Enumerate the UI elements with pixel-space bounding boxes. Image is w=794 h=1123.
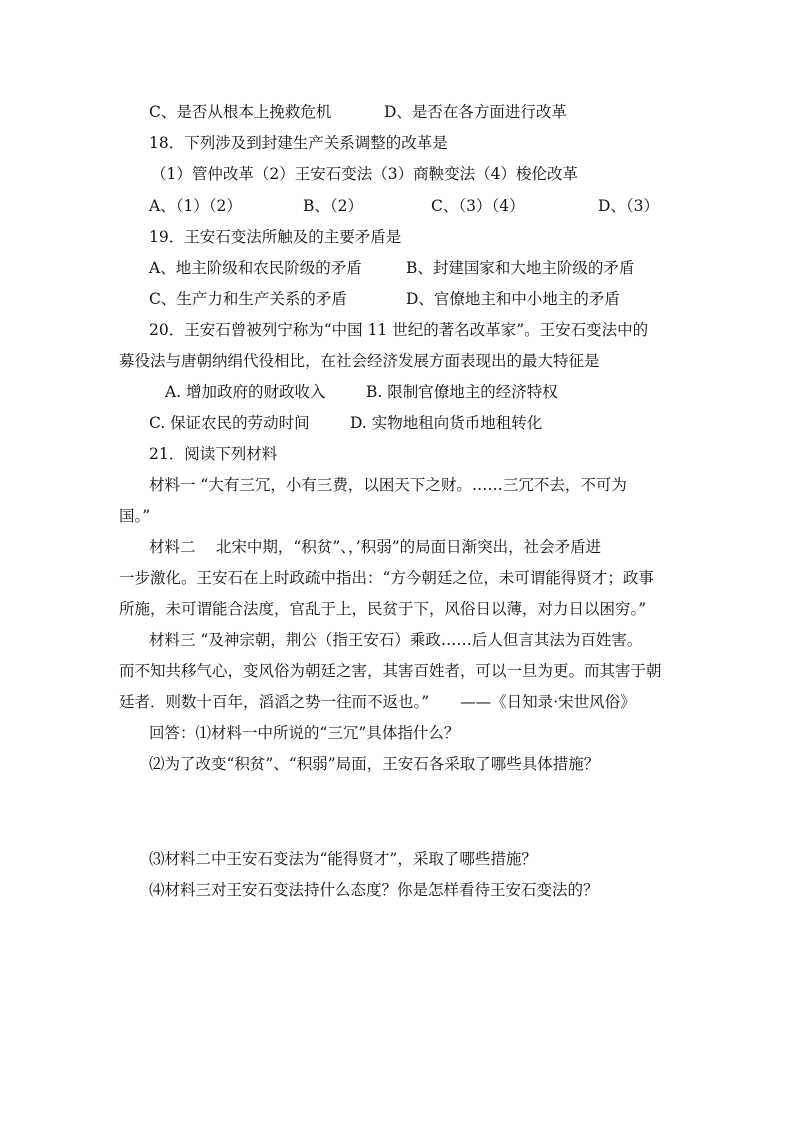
q19-option-d: D、官僚地主和中小地主的矛盾 [406,290,620,308]
q20-stem-line1: 20．王安石曾被列宁称为“中国 11 世纪的著名改革家”。王安石变法中的 [149,321,649,339]
q20-option-b: B. 限制官僚地主的经济特权 [366,383,558,401]
material-2-line1: 材料二 北宋中期，“积贫”、，’积弱”的局面日渐突出，社会矛盾进 [149,538,602,556]
q20-option-c: C. 保证农民的劳动时间 [149,414,310,432]
q18-option-d: D、（3） [598,197,660,215]
q18-option-a: A、（1）（2） [149,197,242,215]
q18-option-b: B、（2） [303,197,364,215]
q21-stem: 21．阅读下列材料 [149,445,278,463]
q19-option-a: A、地主阶级和农民阶级的矛盾 [149,259,362,277]
answer-question-2: ⑵为了改变“积贫”、“积弱”局面，王安石各采取了哪些具体措施？ [149,755,600,773]
material-3-line3: 廷者．则数十百年，滔滔之势一往而不返也。” ——《日知录·宋世风俗》 [119,693,636,711]
material-1-line2: 国。” [119,507,151,525]
material-3-line1: 材料三 “及神宗朝，荆公（指王安石）乘政……后人但言其法为百姓害。 [149,631,643,649]
q19-option-c: C、生产力和生产关系的矛盾 [149,290,347,308]
material-3-line2: 而不知共移气心，变风俗为朝廷之害，其害百姓者，可以一旦为更。而其害于朝 [119,662,662,680]
material-1-line1: 材料一 “大有三冗，小有三费，以困天下之财。……三冗不去，不可为 [149,476,627,494]
q17-option-d: D、是否在各方面进行改革 [384,103,567,121]
material-2-line2: 一步激化。王安石在上时政疏中指出：“方今朝廷之位，未可谓能得贤才；政事 [119,569,654,587]
answer-question-4: ⑷材料三对王安石变法持什么态度？你是怎样看待王安石变法的？ [149,881,599,899]
q18-items: （1）管仲改革（2）王安石变法（3）商鞅变法（4）梭伦改革 [151,165,578,183]
q19-option-b: B、封建国家和大地主阶级的矛盾 [406,259,635,277]
q18-stem: 18．下列涉及到封建生产关系调整的改革是 [149,134,448,152]
q20-stem-line2: 募役法与唐朝纳绢代役相比，在社会经济发展方面表现出的最大特征是 [119,352,600,370]
q18-option-c: C、（3）（4） [431,197,525,215]
answer-question-1: 回答：⑴材料一中所说的“三冗”具体指什么？ [149,724,460,742]
q19-stem: 19．王安石变法所触及的主要矛盾是 [149,228,402,246]
q17-option-c: C、是否从根本上挽救危机 [149,103,332,121]
q20-option-d: D. 实物地租向货币地租转化 [350,414,543,432]
answer-question-3: ⑶材料二中王安石变法为“能得贤才”，采取了哪些措施？ [149,850,537,868]
material-2-line3: 所施，未可谓能合法度，官乱于上，民贫于下，风俗日以薄，对力日以困穷。” [119,600,647,618]
q20-option-a: A. 增加政府的财政收入 [165,383,326,401]
